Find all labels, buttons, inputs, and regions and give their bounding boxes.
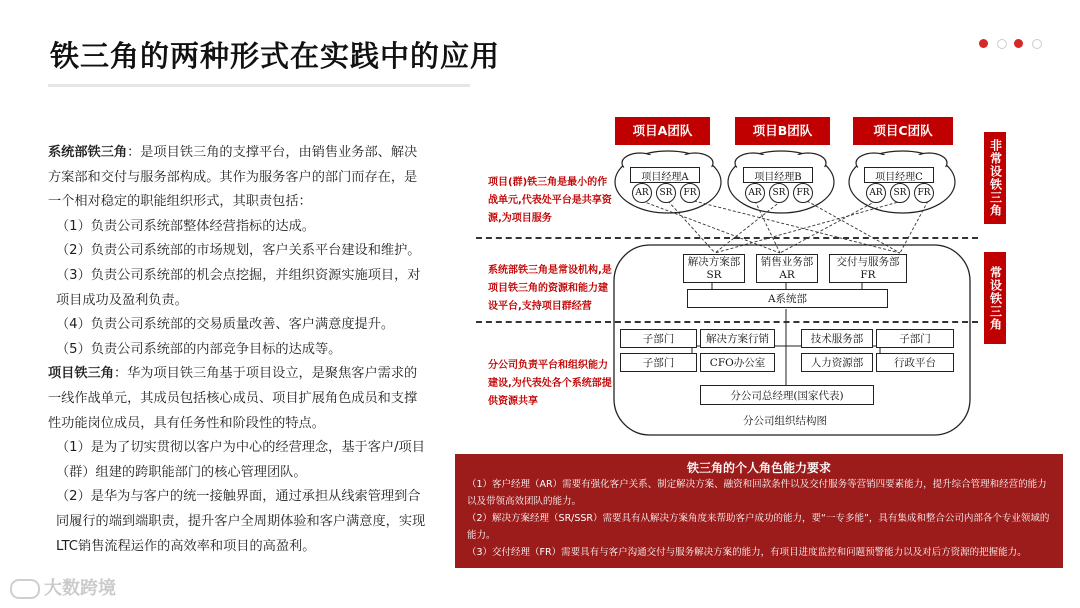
role-sr-a: SR <box>656 183 676 203</box>
branch-caption: 分公司组织结构图 <box>743 415 827 427</box>
watermark-text: 大数跨境 <box>44 578 116 599</box>
role-fr-a: FR <box>680 183 700 203</box>
unit-solution-role: SR <box>706 268 722 281</box>
page-dot-1[interactable] <box>979 39 988 48</box>
team-a-header: 项目A团队 <box>615 117 710 145</box>
cfo-office: CFO办公室 <box>700 353 775 372</box>
list-item: （3）负责公司系统部的机会点挖掘，并组织资源实施项目，对项目成功及盈利负责。 <box>56 267 421 308</box>
unit-delivery-name: 交付与服务部 <box>836 256 900 268</box>
project-triangle-paragraph <box>48 362 428 436</box>
left-text-column <box>48 141 428 559</box>
sub-dept-1: 子部门 <box>620 329 697 348</box>
admin-platform: 行政平台 <box>876 353 954 372</box>
system-triangle-term: 系统部铁三角 <box>48 145 128 160</box>
list-item: （4）负责公司系统部的交易质量改善、客户满意度提升。 <box>56 317 395 333</box>
project-triangle-text: ：华为项目铁三角基于项目设立，是聚焦客户需求的一线作战单元，其成员包括核心成员、项目扩展角色成员和支撑性功能岗位成员，具有任务性和阶段性的特点。 <box>48 366 418 431</box>
list-item: （5）负责公司系统部的内部竞争目标的达成等。 <box>56 341 342 357</box>
list-item: （2）负责公司系统部的市场规划，客户关系平台建设和维护。 <box>56 243 421 259</box>
branch-general-manager: 分公司总经理(国家代表) <box>700 385 874 405</box>
project-triangle-term: 项目铁三角 <box>48 366 114 382</box>
unit-delivery-role: FR <box>860 268 876 281</box>
unit-sales <box>756 254 818 283</box>
watermark <box>10 574 116 600</box>
project-manager-a: 项目经理A <box>630 167 700 183</box>
non-permanent-triangle-label: 非常设铁三角 <box>984 132 1006 224</box>
page-dot-2[interactable] <box>997 39 1007 49</box>
list-item: （1）负责公司系统部整体经营指标的达成。 <box>56 218 315 234</box>
permanent-triangle-label: 常设铁三角 <box>984 252 1006 344</box>
tech-service-dept: 技术服务部 <box>801 329 873 348</box>
role-requirements-title: 铁三角的个人角色能力要求 <box>686 461 831 475</box>
role-requirements-box <box>455 454 1063 568</box>
note-system-triangle: 系统部铁三角是常设机构,是项目铁三角的资源和能力建设平台,支持项目群经营 <box>488 265 612 312</box>
role-sr-c: SR <box>890 183 910 203</box>
system-triangle-text: ：是项目铁三角的支撑平台，由销售业务部、解决方案部和交付与服务部构成。其作为服务客户的部门而存在，是一个相对稳定的职能组织形式，其职责包括： <box>48 145 418 210</box>
sub-dept-3: 子部门 <box>620 353 697 372</box>
role-fr-b: FR <box>793 183 813 203</box>
solution-marketing: 解决方案行销 <box>700 329 775 348</box>
sub-dept-2: 子部门 <box>876 329 954 348</box>
unit-solution <box>683 254 745 283</box>
team-b-header: 项目B团队 <box>735 117 830 145</box>
role-sr-b: SR <box>769 183 789 203</box>
role-requirement-item: （3）交付经理（FR）需要具有与客户沟通交付与服务解决方案的能力，有项目进度监控和问题预警能力以及对后方资源的把握能力。 <box>467 547 1027 558</box>
role-ar-c: AR <box>866 183 886 203</box>
note-project-triangle: 项目(群)铁三角是最小的作战单元,代表处平台是共享资源,为项目服务 <box>488 177 612 224</box>
team-c-header: 项目C团队 <box>853 117 953 145</box>
unit-delivery <box>829 254 907 283</box>
hr-dept: 人力资源部 <box>801 353 873 372</box>
page-dot-3[interactable] <box>1014 39 1023 48</box>
role-ar-a: AR <box>632 183 652 203</box>
separator-dashed-bottom <box>476 321 978 323</box>
title-underline <box>48 84 470 87</box>
page-dot-4[interactable] <box>1032 39 1042 49</box>
project-manager-b: 项目经理B <box>743 167 813 183</box>
list-item: （1）是为了切实贯彻以客户为中心的经营理念，基于客户/项目（群）组建的跨职能部门的核心管理团队。 <box>56 440 425 480</box>
note-branch: 分公司负责平台和组织能力建设,为代表处各个系统部提供资源共享 <box>488 360 612 407</box>
logo-icon <box>10 579 40 599</box>
list-item: （2）是华为与客户的统一接触界面，通过承担从线索管理到合同履行的端到端职责，提升客户全周期体验和客户满意度，实现LTC销售流程运作的高效率和项目的高盈利。 <box>56 489 426 554</box>
role-fr-c: FR <box>914 183 934 203</box>
unit-sales-name: 销售业务部 <box>760 256 814 268</box>
system-dept-a: A系统部 <box>687 289 888 308</box>
role-requirement-item: （2）解决方案经理（SR/SSR）需要具有从解决方案角度来帮助客户成功的能力，要“一专多能”，具有集成和整合公司内部各个专业领域的能力。 <box>467 513 1050 541</box>
project-manager-c: 项目经理C <box>864 167 934 183</box>
system-triangle-paragraph <box>48 141 428 215</box>
page-title: 铁三角的两种形式在实践中的应用 <box>50 39 501 73</box>
unit-solution-name: 解决方案部 <box>687 256 741 268</box>
separator-dashed-top <box>476 237 978 239</box>
role-ar-b: AR <box>745 183 765 203</box>
unit-sales-role: AR <box>779 268 795 281</box>
role-requirement-item: （1）客户经理（AR）需要有强化客户关系、制定解决方案、融资和回款条件以及交付服务等营销四要素能力，提升综合管理和经营的能力以及带领高效团队的能力。 <box>467 479 1047 507</box>
